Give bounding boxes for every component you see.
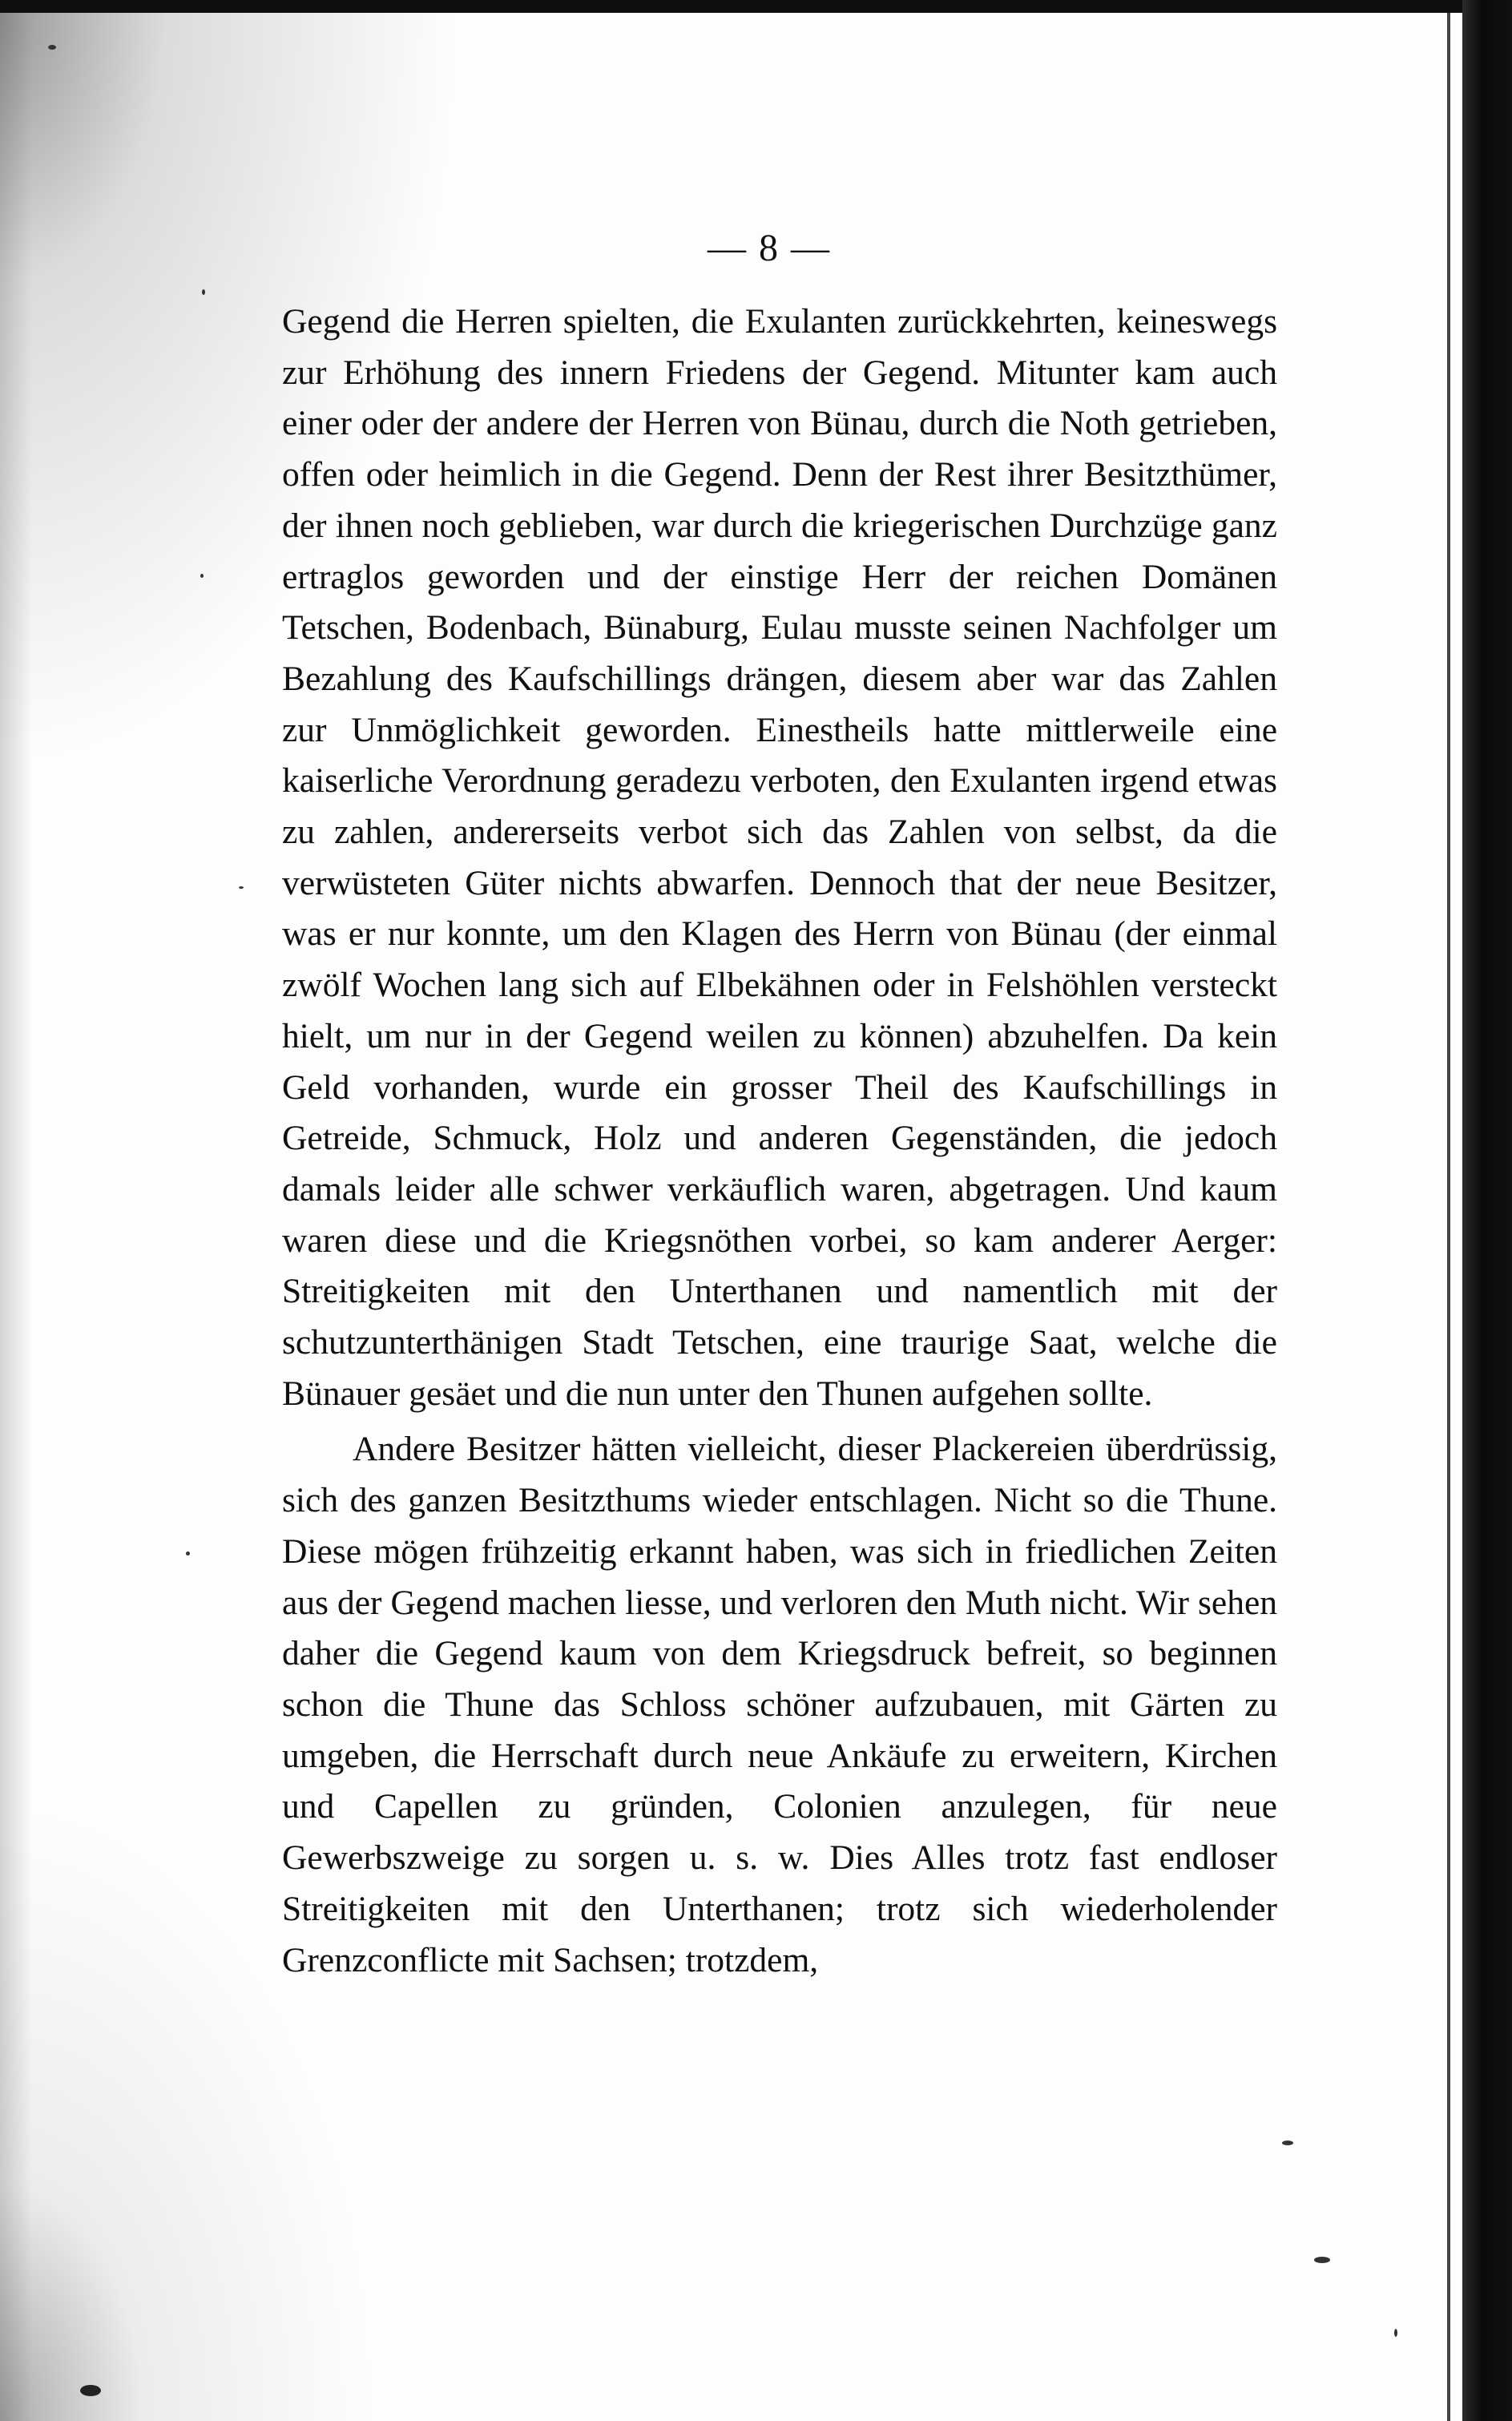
print-speck [1394,2329,1397,2337]
body-text [282,297,1277,1986]
print-speck [202,289,205,295]
paragraph-2: Andere Besitzer hätten vielleicht, dieser Plackereien überdrüssig, sich des ganzen Besitzthums wieder entschlagen. Nicht so die Thune. Diese mögen frühzeitig erkannt haben, was sich in friedlichen Zeiten aus der Gegend machen liesse, und verloren den Muth nicht. Wir sehen daher die Gegend kaum von dem Kriegsdruck befreit, so beginnen schon die Thune das Schloss schöner aufzubauen, mit Gärten zu umgeben, die Herrschaft durch neue Ankäufe zu erweitern, Kirchen und Capellen zu gründen, Colonien anzulegen, für neue Gewerbszweige zu sorgen u. s. w. Dies Alles trotz fast endloser Streitigkeiten mit den Unterthanen; trotz sich wiederholender Grenzconflicte mit Sachsen; trotzdem, [282,1430,1277,1979]
print-speck [200,574,204,578]
print-speck [80,2385,101,2396]
scan-right-edge [1462,0,1512,2421]
page-number-header: — 8 — [708,227,831,269]
print-speck [48,45,56,50]
print-speck [1314,2257,1330,2263]
page-edge-line [1447,13,1450,2421]
print-speck [239,886,244,889]
paragraph-1: Gegend die Herren spielten, die Exulanten zurückkehrten, keineswegs zur Erhöhung des innern Friedens der Gegend. Mitunter kam auch einer oder der andere der Herren von Bünau, durch die Noth getrieben, offen oder heimlich in die Gegend. Denn der Rest ihrer Besitzthümer, der ihnen noch geblieben, war durch die kriegerischen Durchzüge ganz ertraglos geworden und der einstige Herr der reichen Domänen Tetschen, Bodenbach, Bünaburg, Eulau musste seinen Nachfolger um Bezahlung des Kaufschillings drängen, diesem aber war das Zahlen zur Unmöglichkeit geworden. Einestheils hatte mittlerweile eine kaiserliche Verordnung geradezu verboten, den Exulanten irgend etwas zu zahlen, andererseits verbot sich das Zahlen von selbst, da die verwüsteten Güter nichts abwarfen. Dennoch that der neue Besitzer, was er nur konnte, um den Klagen des Herrn von Bünau (der einmal zwölf Wochen lang sich auf Elbekähnen oder in Felshöhlen versteckt hielt, um nur in der Gegend weilen zu können) abzuhelfen. Da kein Geld vorhanden, wurde ein grosser Theil des Kaufschillings in Getreide, Schmuck, Holz und anderen Gegenständen, die jedoch damals leider alle schwer verkäuflich waren, abgetragen. Und kaum waren diese und die Kriegsnöthen vorbei, so kam anderer Aerger: Streitigkeiten mit den Unterthanen und namentlich mit der schutzunterthänigen Stadt Tetschen, eine traurige Saat, welche die Bünauer gesäet und die nun unter den Thunen aufgehen sollte. [282,302,1277,1413]
print-speck [186,1551,190,1555]
print-speck [1282,2141,1293,2145]
